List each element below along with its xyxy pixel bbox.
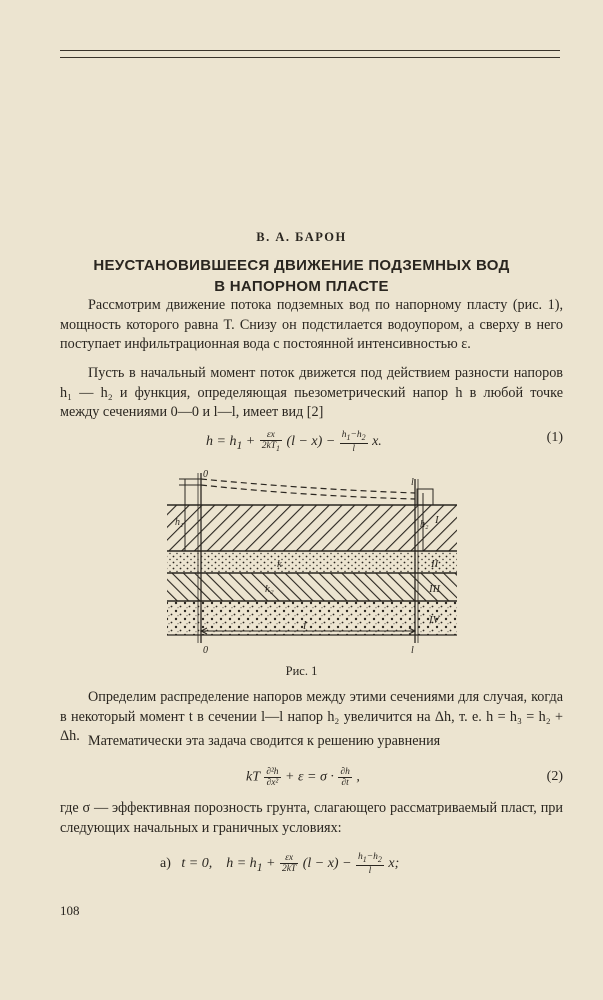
top-rule (60, 50, 560, 51)
paragraph-3-text: Определим распределение напоров между этими сечениями для случая, когда в некоторый момент t в сечении l—l напор h₂ увеличится на Δh, т. е. h = h₃ = h₂ + Δh. (60, 689, 563, 744)
label-h1: h₁ (175, 517, 184, 528)
figure-1 (165, 465, 460, 660)
label-k2: k₂ (265, 583, 274, 595)
label-layer-3: III (429, 583, 440, 595)
paragraph-1 (60, 296, 563, 355)
paragraph-4-text: Математически эта задача сводится к решению уравнения (88, 733, 441, 749)
label-h2: h₂ (420, 519, 429, 530)
author: В. А. БАРОН (256, 230, 347, 244)
equation-1-formula: $h = h_1$ + $\frac{\varepsilon x}{2kT_1}$ (l − x) − $\frac{h_1-h_2}{l}$ x. (206, 430, 382, 454)
page-number: 108 (60, 903, 80, 918)
paragraph-2 (60, 364, 563, 423)
article-title (0, 255, 603, 297)
paragraph-2-text: Пусть в начальный момент поток движется под действием разности напоров h₁ — h₂ и функция, определяющая пьезометрический напор h в любой точке между сечениями 0—0 и l—l, имеет вид [2] (60, 365, 563, 420)
label-section0-bottom: 0 (203, 645, 208, 656)
paragraph-4 (60, 732, 563, 752)
label-layer-1: I (435, 514, 439, 526)
label-k: k (277, 558, 282, 570)
label-layer-4: IV (429, 614, 440, 626)
condition-a-formula: а) t = 0, $h = h_1$ + $\frac{\varepsilon x}{2kT}$ (l − x) − $\frac{h_1-h_2}{l}$ x; (160, 852, 400, 876)
title-line-2: В НАПОРНОМ ПЛАСТЕ (214, 278, 389, 295)
paragraph-5 (60, 799, 563, 838)
label-sectionl-bottom: l (411, 645, 414, 656)
figure-caption: Рис. 1 (285, 664, 318, 678)
label-section0-top: 0 (203, 469, 208, 480)
title-line-1: НЕУСТАНОВИВШЕЕСЯ ДВИЖЕНИЕ ПОДЗЕМНЫХ ВОД (93, 257, 510, 274)
label-l: l (303, 618, 307, 632)
equation-2 (60, 765, 563, 797)
layer-1 (167, 505, 457, 551)
layer-2 (167, 551, 457, 573)
equation-1-number: (1) (546, 430, 563, 445)
condition-a-label: а) (160, 856, 171, 872)
paragraph-1-text: Рассмотрим движение потока подземных вод по напорному пласту (рис. 1), мощность которого равна T. Снизу он подстилается водоупором, а сверху в него поступает инфильтрационная вода с постоянной интенсивностью ε. (60, 297, 563, 352)
layer-3 (167, 573, 457, 601)
equation-1 (60, 428, 563, 458)
aquifer-diagram (165, 465, 460, 660)
label-layer-2: II (431, 558, 439, 570)
paragraph-5-text: где σ — эффективная порозность грунта, слагающего рассматриваемый пласт, при следующих начальных и граничных условиях: (60, 800, 563, 836)
top-rule-thin (60, 57, 560, 58)
equation-2-number: (2) (546, 769, 563, 784)
equation-2-formula: kT $\frac{\text{∂²h}}{\text{∂x²}}$ + ε = σ · $\frac{\partial h}{\partial t}$ , (246, 767, 360, 788)
condition-a (60, 850, 563, 880)
label-sectionl-top: l (411, 477, 414, 488)
